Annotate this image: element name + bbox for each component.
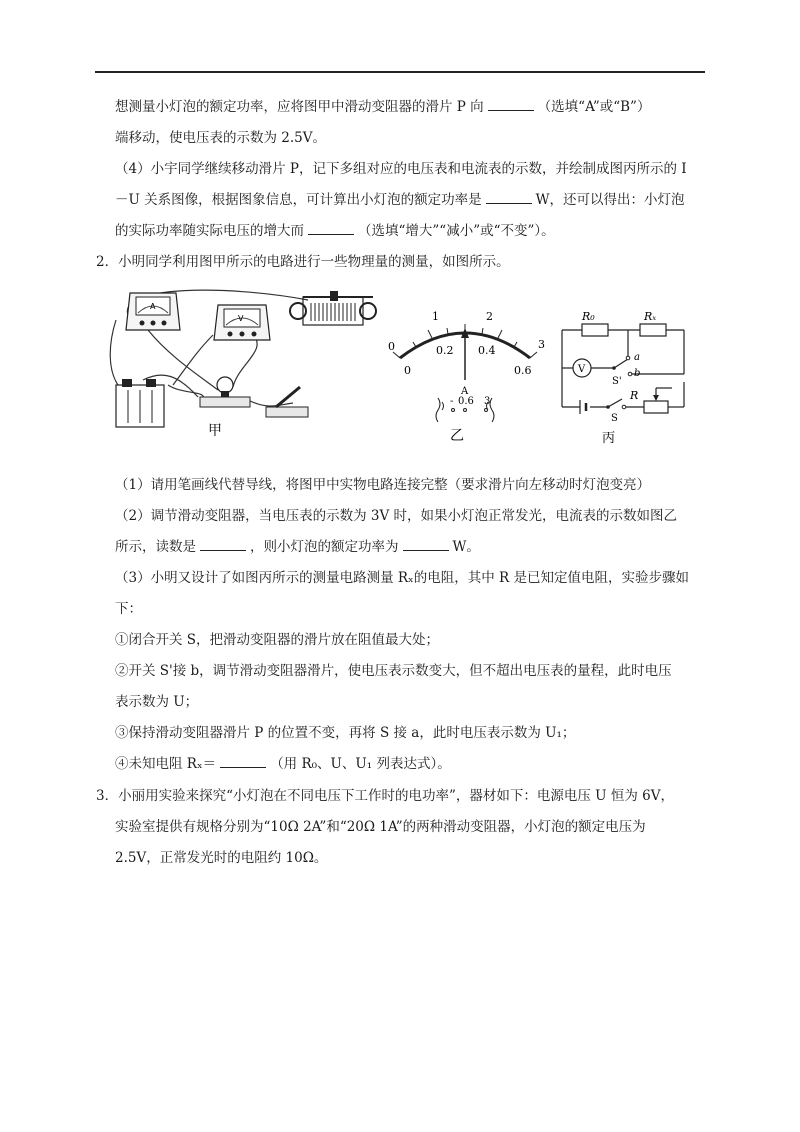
q3-line-2: 实验室提供有规格分别为“10Ω 2A”和“20Ω 1A”的两种滑动变阻器，小灯泡的额定电压为 xyxy=(115,819,646,835)
meter-unit: A xyxy=(461,386,469,397)
answer-blank[interactable] xyxy=(220,755,266,768)
q1-text: （选填“A”或“B”） xyxy=(537,99,651,115)
answer-blank[interactable] xyxy=(200,538,246,551)
q1-text: （选填“增大”“减小”或“不变”）。 xyxy=(358,223,555,239)
q2-part-1: （1）请用笔画线代替导线，将图甲中实物电路连接完整（要求滑片向左移动时灯泡变亮） xyxy=(115,477,651,493)
voltmeter-symbol-letter: V xyxy=(578,364,586,375)
q2-text: 所示，读数是 xyxy=(115,539,196,555)
q3-line-3: 2.5V，正常发光时的电阻约 10Ω。 xyxy=(115,850,328,866)
voltmeter-symbol xyxy=(573,359,591,377)
q2-text: ，则小灯泡的额定功率为 xyxy=(250,539,399,555)
q2-part-3-line-1: （3）小明又设计了如图丙所示的测量电路测量 Rₓ的电阻，其中 R 是已知定值电阻，实验步骤如 xyxy=(115,570,690,586)
scale-tick-bottom: 0.6 xyxy=(514,364,532,377)
terminal-label: 3 xyxy=(484,396,491,407)
answer-blank[interactable] xyxy=(486,191,532,204)
figure-label-bing: 丙 xyxy=(602,431,616,446)
q2-step-2-line-2: 表示数为 U； xyxy=(115,694,199,710)
label-switch-s: S xyxy=(611,413,618,424)
q1-line-5 xyxy=(115,221,555,241)
terminal-label: 0.6 xyxy=(458,396,474,407)
q1-line-1 xyxy=(115,97,650,117)
q2-part-3-line-2: 下： xyxy=(115,601,142,617)
ammeter-letter: A xyxy=(150,302,156,311)
answer-blank[interactable] xyxy=(403,538,449,551)
voltmeter-letter: V xyxy=(238,314,244,323)
q2-step-1: ①闭合开关 S，把滑动变阻器的滑片放在阻值最大处； xyxy=(115,632,440,648)
q2-step-3: ③保持滑动变阻器滑片 P 的位置不变，再将 S 接 a，此时电压表示数为 U₁； xyxy=(115,725,576,741)
scale-tick-bottom: 0 xyxy=(404,364,411,377)
q2-text: ④未知电阻 Rₓ＝ xyxy=(115,756,217,772)
q2-text: （用 R₀、U、U₁ 列表达式）。 xyxy=(270,756,451,772)
battery xyxy=(116,379,164,427)
header-rule xyxy=(95,71,705,73)
figure-label-yi: 乙 xyxy=(450,428,464,444)
q1-line-2: 端移动，使电压表的示数为 2.5V。 xyxy=(115,130,327,146)
battery-symbol xyxy=(580,400,586,414)
ammeter xyxy=(126,293,180,330)
figure-label-jia: 甲 xyxy=(208,423,222,439)
label-switch-s-prime: S' xyxy=(612,376,622,387)
figure-yi xyxy=(380,298,550,448)
scale-tick-top: 2 xyxy=(486,310,493,323)
q2-step-4 xyxy=(115,754,451,774)
scale-tick-top: 0 xyxy=(388,340,395,353)
terminal-label: - xyxy=(450,396,454,407)
q1-text: W，还可以得出：小灯泡 xyxy=(535,192,685,208)
q2-text: W。 xyxy=(452,539,480,555)
figure-bing xyxy=(552,302,692,447)
q2-stem: 2．小明同学利用图甲所示的电路进行一些物理量的测量，如图所示。 xyxy=(96,254,510,270)
resistor-r0 xyxy=(582,324,608,336)
q2-step-2-line-1: ②开关 S'接 b，调节滑动变阻器滑片，使电压表示数变大，但不超出电压表的量程，此时电压 xyxy=(115,663,672,679)
label-rx: Rₓ xyxy=(644,310,657,323)
scale-tick-bottom: 0.2 xyxy=(436,344,454,357)
lamp xyxy=(200,377,250,407)
scale-tick-top: 3 xyxy=(538,338,545,351)
figure-jia xyxy=(108,275,393,440)
q2-part-2-line-2 xyxy=(115,537,480,557)
label-r: R xyxy=(630,389,639,402)
resistor-r xyxy=(644,401,668,413)
voltmeter xyxy=(214,305,270,340)
label-terminal-b: b xyxy=(634,368,641,379)
answer-blank[interactable] xyxy=(308,222,354,235)
scale-tick-top: 1 xyxy=(432,310,439,323)
meter-needle xyxy=(461,328,469,380)
q2-part-2-line-1: （2）调节滑动变阻器，当电压表的示数为 3V 时，如果小灯泡正常发光，电流表的示数如图乙 xyxy=(115,508,678,524)
label-terminal-a: a xyxy=(634,352,640,363)
q1-line-3: （4）小宇同学继续移动滑片 P，记下多组对应的电压表和电流表的示数，并绘制成图丙所示的 I xyxy=(115,161,687,177)
resistor-rx xyxy=(640,324,666,336)
rheostat xyxy=(290,291,376,325)
answer-blank[interactable] xyxy=(488,98,534,111)
scale-tick-bottom: 0.4 xyxy=(478,344,496,357)
q1-text: －U 关系图像，根据图象信息，可计算出小灯泡的额定功率是 xyxy=(115,192,482,208)
q1-text: 想测量小灯泡的额定功率，应将图甲中滑动变阻器的滑片 P 向 xyxy=(115,99,484,115)
q1-text: 的实际功率随实际电压的增大而 xyxy=(115,223,304,239)
label-r0: R₀ xyxy=(582,310,595,323)
q1-line-4 xyxy=(115,190,685,210)
q3-line-1: 3．小丽用实验来探究“小灯泡在不同电压下工作时的电功率”，器材如下：电源电压 U 恒为 6V， xyxy=(96,788,674,804)
switch xyxy=(266,387,308,417)
